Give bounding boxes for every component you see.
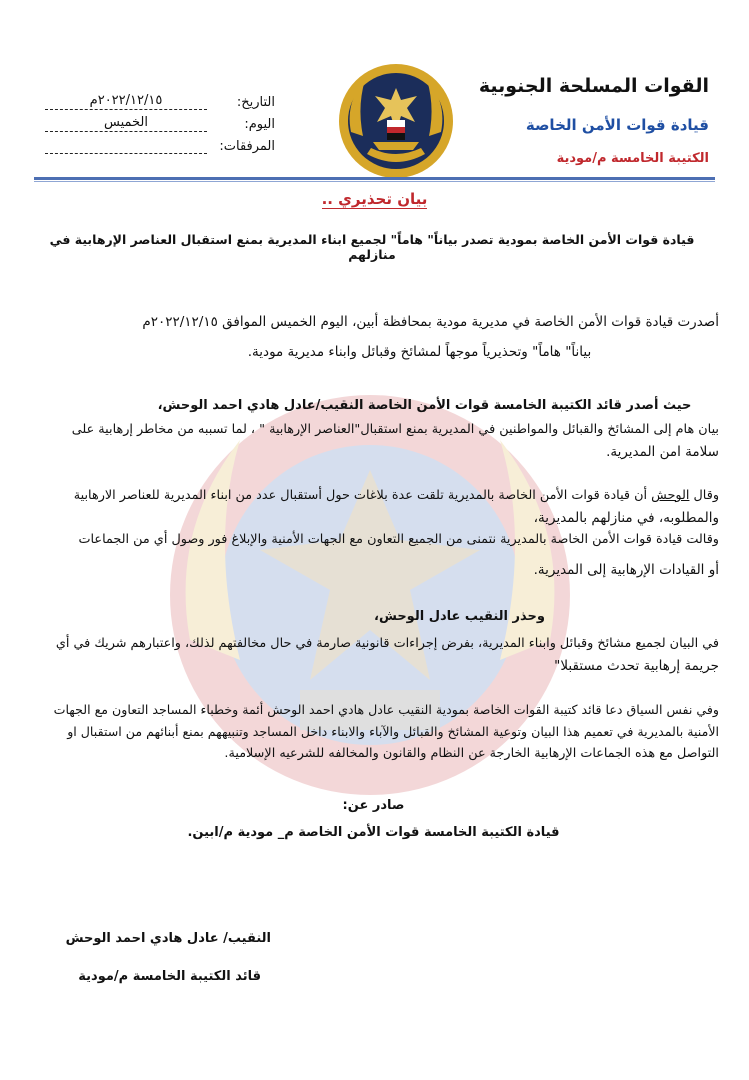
paragraph-1-line-1: أصدرت قيادة قوات الأمن الخاصة في مديرية مودية بمحافظة أبين، اليوم الخميس الموافق ٢٠٢٢/١٢/١٥م — [142, 314, 719, 330]
paragraph-3-line-3: وقالت قيادة قوات الأمن الخاصة بالمديرية نتمنى من الجميع التعاون مع الجهات الأمنية والإبلاغ فور وصول أي من الجماعات — [78, 532, 719, 547]
battalion-name: الكتيبة الخامسة م/مودية — [556, 151, 709, 166]
issued-by-label: صادر عن: — [342, 798, 405, 813]
attachments-label: المرفقات: — [219, 139, 275, 154]
paragraph-2-lead: حيث أصدر قائد الكتيبة الخامسة قوات الأمن الخاصة النقيب/عادل هادي احمد الوحش، — [157, 398, 692, 413]
day-row — [45, 110, 275, 132]
paragraph-5-line-2: الأمنية بالمديرية في تعميم هذا البيان وتوعية المشائخ والقبائل والآباء والابناء داخل المساجد وتنبيههم بمنع أبنائهم من استقبال او — [67, 724, 719, 739]
date-label: التاريخ: — [236, 95, 275, 110]
signatory-title: قائد الكتيبة الخامسة م/مودية — [78, 969, 261, 984]
organization-name: القوات المسلحة الجنوبية — [478, 75, 709, 97]
paragraph-2-line-1: بيان هام إلى المشائخ والقبائل والمواطنين في المديرية بمنع استقبال"العناصر الإرهابية " ، لما تسببه من مخاطر إرهابية على — [71, 422, 719, 437]
paragraph-3-line-2: والمطلوبه، في منازلهم بالمديرية، — [533, 510, 719, 526]
paragraph-2-line-2: سلامة امن المديرية. — [606, 444, 719, 460]
signatory-name: النقيب/ عادل هادي احمد الوحش — [65, 931, 271, 946]
paragraph-3-rest: أن قيادة قوات الأمن الخاصة بالمديرية تلقت عدة بلاغات حول أستقبال عدد من ابناء المديرية للعناصر الارهابية — [73, 488, 652, 503]
document-title-text: بيان تحذيري .. — [321, 190, 428, 208]
paragraph-3-line-4: أو القيادات الإرهابية إلى المديرية. — [533, 562, 719, 578]
command-name: قيادة قوات الأمن الخاصة — [525, 116, 709, 134]
paragraph-5-line-1: وفي نفس السياق دعا قائد كتيبة القوات الخاصة بمودية النقيب عادل هادي احمد الوحش أئمة وخطباء المساجد التعاون مع الجهات — [53, 702, 719, 717]
headline: قيادة قوات الأمن الخاصة بمودية تصدر بياناً" هاماً" لجميع ابناء المديرية بمنع استقبال العناصر الإرهابية في منازلهم — [49, 232, 695, 262]
day-value: الخميس — [45, 115, 207, 132]
eagle-emblem-icon — [337, 62, 455, 180]
paragraph-1-line-2: بياناً" هاماً" وتحذيرياً موجهاً لمشائخ وقبائل وابناء مديرية مودية. — [247, 344, 592, 360]
document-meta — [45, 88, 275, 154]
attachments-row — [45, 132, 275, 154]
paragraph-3-prefix: وقال — [689, 488, 719, 503]
paragraph-3-name: الوحش — [651, 488, 690, 503]
document-title — [0, 190, 749, 208]
attachments-value — [45, 152, 207, 154]
day-label: اليوم: — [244, 117, 275, 132]
paragraph-5-line-3: التواصل مع هذه الجماعات الإرهابية الخارجة عن النظام والقانون والمخالفه للشرعيه الإسلامية. — [224, 746, 719, 761]
paragraph-4-line-2: جريمة إرهابية تحدث مستقبلا" — [554, 658, 719, 674]
paragraph-3-line-1 — [28, 485, 719, 507]
date-row — [45, 88, 275, 110]
header-divider — [34, 177, 715, 180]
issued-by-value: قيادة الكتيبة الخامسة قوات الأمن الخاصة م_ مودية م/ابين. — [187, 825, 560, 840]
paragraph-4-lead: وحذر النقيب عادل الوحش، — [374, 609, 545, 624]
date-value: ٢٠٢٢/١٢/١٥م — [45, 93, 207, 110]
header-divider-thin — [34, 181, 715, 182]
paragraph-4-line-1: في البيان لجميع مشائخ وقبائل وابناء المديرية، بفرض إجراءات قانونية صارمة في حال مخالفتهم لذلك، واعتبارهم شريك في أي — [55, 636, 719, 651]
